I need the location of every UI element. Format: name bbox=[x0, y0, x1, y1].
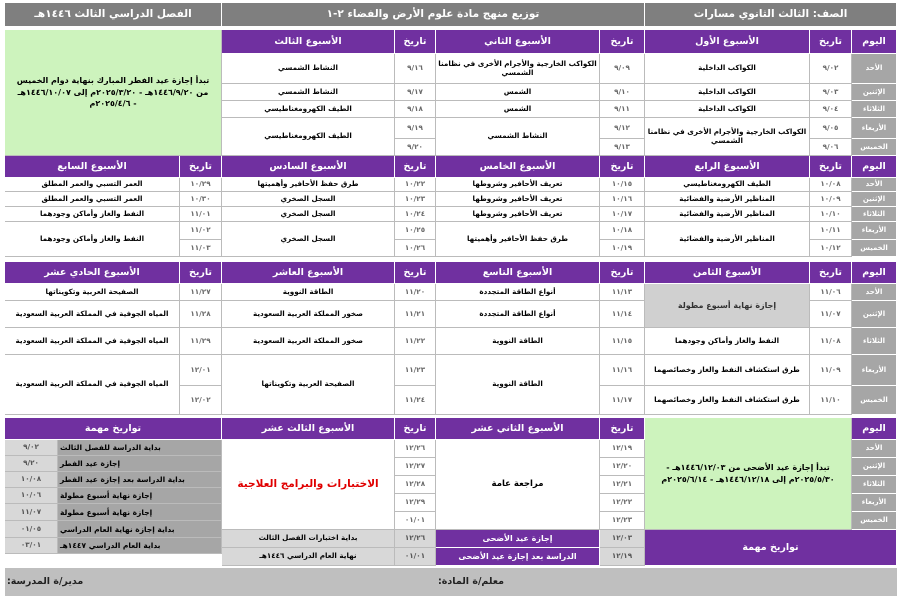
date-header: تاريخ bbox=[810, 30, 852, 54]
topic-cell: تعريف الأحافير وشروطها bbox=[436, 207, 600, 222]
grade-header: الصف: الثالث الثانوي مسارات bbox=[645, 3, 897, 27]
day-header: اليوم bbox=[852, 262, 897, 284]
date-cell: ٩/١٣ bbox=[600, 139, 645, 156]
review-topic: مراجعة عامة bbox=[436, 440, 600, 530]
important-date: ٠١/٠٥ bbox=[5, 521, 58, 538]
date-cell: ١٢/٢٧ bbox=[395, 458, 436, 476]
topic-cell: الكواكب الخارجية والأجرام الأخرى في نظامنا الشمسي bbox=[645, 118, 810, 156]
date-cell: ١٢/٢٨ bbox=[395, 476, 436, 494]
important-dates-footer: تواريخ مهمة bbox=[645, 530, 897, 566]
topic-cell: الكواكب الداخلية bbox=[645, 84, 810, 101]
date-cell: ١١/٢٩ bbox=[180, 328, 222, 355]
topic-cell: النفط والغاز وأماكن وجودهما bbox=[645, 328, 810, 355]
week-title: الأسبوع السابع bbox=[5, 156, 180, 178]
week-title: الأسبوع العاشر bbox=[222, 262, 395, 284]
important-date: ١٠/٠٨ bbox=[5, 472, 58, 488]
topic-cell: النفط والغاز وأماكن وجودهما bbox=[5, 207, 180, 222]
topic-cell: المياه الجوفية في المملكة العربية السعودية bbox=[5, 301, 180, 328]
week-title: الأسبوع الثالث عشر bbox=[222, 418, 395, 440]
day-label: الأحد bbox=[852, 284, 897, 301]
day-label: الإثنين bbox=[852, 458, 897, 476]
date-header: تاريخ bbox=[810, 156, 852, 178]
topic-cell: السجل الصخري bbox=[222, 207, 395, 222]
date-cell: ١١/١٠ bbox=[810, 386, 852, 415]
date-cell: ١٢/٢١ bbox=[600, 476, 645, 494]
date-cell: ٠١/٠١ bbox=[395, 512, 436, 530]
topic-cell: المياه الجوفية في المملكة العربية السعودية bbox=[5, 328, 180, 355]
topic-cell: المناظير الأرضية والفضائية bbox=[645, 222, 810, 257]
day-label: الثلاثاء bbox=[852, 328, 897, 355]
fitr-note: تبدأ إجازة عيد الفطر المبارك بنهاية دوام الخميس من ١٤٤٦/٩/٢٠هـ - ٢٠٢٥/٣/٢٠م إلى ١٤٤٦/١٠/٠٧هـ - ٢٠٢٥/٤/٦م bbox=[5, 30, 222, 156]
semester-header: الفصل الدراسي الثالث ١٤٤٦هـ bbox=[5, 3, 222, 27]
date-cell: ٩/١٧ bbox=[395, 84, 436, 101]
exams-start-date: ١٢/٢٦ bbox=[395, 530, 436, 548]
adha-return: الدراسة بعد إجازة عيد الأضحى bbox=[436, 548, 600, 566]
day-label: الأربعاء bbox=[852, 222, 897, 240]
date-cell: ٩/١٢ bbox=[600, 118, 645, 139]
day-label: الخميس bbox=[852, 512, 897, 530]
date-header: تاريخ bbox=[600, 418, 645, 440]
date-cell: ١٠/١٦ bbox=[600, 192, 645, 207]
date-header: تاريخ bbox=[395, 30, 436, 54]
date-cell: ٩/٢٠ bbox=[395, 139, 436, 156]
date-cell: ١٠/٣٠ bbox=[180, 192, 222, 207]
date-cell: ١١/١٥ bbox=[600, 328, 645, 355]
adha-return-date: ١٢/١٩ bbox=[600, 548, 645, 566]
topic-cell: صخور المملكة العربية السعودية bbox=[222, 328, 395, 355]
date-cell: ٩/٠٦ bbox=[810, 139, 852, 156]
date-cell: ١١/٠١ bbox=[180, 207, 222, 222]
date-cell: ١٠/١٧ bbox=[600, 207, 645, 222]
date-cell: ٩/٠٣ bbox=[810, 84, 852, 101]
important-date: ٠٣/٠١ bbox=[5, 538, 58, 554]
date-header: تاريخ bbox=[180, 262, 222, 284]
date-cell: ١١/٠٦ bbox=[810, 284, 852, 301]
week-title: الأسبوع الثاني bbox=[436, 30, 600, 54]
date-cell: ١٠/٢٦ bbox=[395, 240, 436, 257]
week-title: الأسبوع الثاني عشر bbox=[436, 418, 600, 440]
date-cell: ١٠/٢٤ bbox=[395, 207, 436, 222]
day-label: الخميس bbox=[852, 386, 897, 415]
important-label: بداية إجازة نهاية العام الدراسي bbox=[58, 521, 222, 538]
adha-leave-date: ١٢/٠٣ bbox=[600, 530, 645, 548]
teacher-signature: معلم/ة المادة: bbox=[436, 568, 897, 596]
date-cell: ١١/٢٢ bbox=[395, 328, 436, 355]
topic-cell: طرق استكشاف النفط والغاز وخصائصهما bbox=[645, 386, 810, 415]
important-date: ٩/٢٠ bbox=[5, 456, 58, 472]
date-cell: ٩/٠٩ bbox=[600, 54, 645, 84]
date-cell: ١٠/١٥ bbox=[600, 178, 645, 192]
topic-cell: السجل الصخري bbox=[222, 222, 395, 257]
date-cell: ١٢/٢٢ bbox=[600, 494, 645, 512]
day-label: الأحد bbox=[852, 440, 897, 458]
topic-cell: أنواع الطاقة المتجددة bbox=[436, 284, 600, 301]
date-cell: ١٢/٠١ bbox=[180, 355, 222, 386]
date-cell: ١٠/١٠ bbox=[810, 207, 852, 222]
topic-cell: الطاقة النووية bbox=[436, 328, 600, 355]
date-cell: ١١/١٧ bbox=[600, 386, 645, 415]
day-label: الأربعاء bbox=[852, 355, 897, 386]
principal-signature: مدير/ة المدرسة: bbox=[5, 568, 436, 596]
topic-cell: صخور المملكة العربية السعودية bbox=[222, 301, 395, 328]
day-header: اليوم bbox=[852, 418, 897, 440]
topic-cell: تعريف الأحافير وشروطها bbox=[436, 192, 600, 207]
date-cell: ٩/٠٥ bbox=[810, 118, 852, 139]
date-header: تاريخ bbox=[600, 262, 645, 284]
date-cell: ١١/٢١ bbox=[395, 301, 436, 328]
date-cell: ١٢/٢٩ bbox=[395, 494, 436, 512]
date-cell: ١١/٠٩ bbox=[810, 355, 852, 386]
date-cell: ١٠/٢٥ bbox=[395, 222, 436, 240]
topic-cell: النشاط الشمسي bbox=[222, 54, 395, 84]
year-end: نهاية العام الدراسي ١٤٤٦هـ bbox=[222, 548, 395, 566]
day-label: الأربعاء bbox=[852, 494, 897, 512]
date-cell: ١٢/٢٣ bbox=[600, 512, 645, 530]
date-header: تاريخ bbox=[395, 418, 436, 440]
date-cell: ١١/٢٧ bbox=[180, 284, 222, 301]
important-label: إجازة نهاية أسبوع مطولة bbox=[58, 488, 222, 504]
week-title: الأسبوع الثامن bbox=[645, 262, 810, 284]
date-header: تاريخ bbox=[600, 30, 645, 54]
date-header: تاريخ bbox=[395, 262, 436, 284]
topic-cell: الشمس bbox=[436, 84, 600, 101]
date-cell: ١٠/١٩ bbox=[600, 240, 645, 257]
topic-cell: الطاقة النووية bbox=[436, 355, 600, 415]
adha-leave: إجازة عيد الأضحى bbox=[436, 530, 600, 548]
date-cell: ١١/١٦ bbox=[600, 355, 645, 386]
date-cell: ١٢/١٩ bbox=[600, 440, 645, 458]
topic-cell: الطيف الكهرومغناطيسي bbox=[645, 178, 810, 192]
important-date: ١٠/٠٦ bbox=[5, 488, 58, 504]
week-title: الأسبوع التاسع bbox=[436, 262, 600, 284]
date-header: تاريخ bbox=[810, 262, 852, 284]
date-header: تاريخ bbox=[600, 156, 645, 178]
week-title: الأسبوع الأول bbox=[645, 30, 810, 54]
date-header: تاريخ bbox=[395, 156, 436, 178]
week-title: الأسبوع الخامس bbox=[436, 156, 600, 178]
topic-cell: الشمس bbox=[436, 101, 600, 118]
topic-cell: المياه الجوفية في المملكة العربية السعودية bbox=[5, 355, 180, 415]
day-label: الأحد bbox=[852, 54, 897, 84]
week-title: الأسبوع السادس bbox=[222, 156, 395, 178]
week-title: الأسبوع الحادي عشر bbox=[5, 262, 180, 284]
date-cell: ١٠/١٢ bbox=[810, 240, 852, 257]
topic-cell: السجل الصخري bbox=[222, 192, 395, 207]
date-cell: ١٠/٢٩ bbox=[180, 178, 222, 192]
date-cell: ١٠/٢٣ bbox=[395, 192, 436, 207]
important-date: ١١/٠٧ bbox=[5, 504, 58, 521]
topic-cell: النفط والغاز وأماكن وجودهما bbox=[5, 222, 180, 257]
topic-cell: الطاقة النووية bbox=[222, 284, 395, 301]
topic-cell: المناظير الأرضية والفضائية bbox=[645, 207, 810, 222]
topic-cell: النشاط الشمسي bbox=[436, 118, 600, 156]
week-title: الأسبوع الثالث bbox=[222, 30, 395, 54]
date-cell: ٩/١٩ bbox=[395, 118, 436, 139]
day-header: اليوم bbox=[852, 30, 897, 54]
topic-cell: الكواكب الداخلية bbox=[645, 54, 810, 84]
topic-cell: الطيف الكهرومغناطيسي bbox=[222, 118, 395, 156]
exams-start: بداية اختبارات الفصل الثالث bbox=[222, 530, 395, 548]
topic-cell: الصفيحة العربية وتكويناتها bbox=[222, 355, 395, 415]
topic-cell: العمر التسبي والعمر المطلق bbox=[5, 192, 180, 207]
date-cell: ٩/١٨ bbox=[395, 101, 436, 118]
date-cell: ١١/٢٨ bbox=[180, 301, 222, 328]
title-header: توزيع منهج مادة علوم الأرض والفضاء ٢-١ bbox=[222, 3, 645, 27]
date-cell: ١١/٢٠ bbox=[395, 284, 436, 301]
date-cell: ١١/٠٢ bbox=[180, 222, 222, 240]
topic-cell: الكواكب الخارجية والأجرام الأخرى في نظامنا الشمسي bbox=[436, 54, 600, 84]
topic-cell: المناظير الأرضية والفضائية bbox=[645, 192, 810, 207]
topic-cell: أنواع الطاقة المتجددة bbox=[436, 301, 600, 328]
date-cell: ١١/٠٧ bbox=[810, 301, 852, 328]
date-cell: ٩/١٦ bbox=[395, 54, 436, 84]
date-cell: ١٠/١١ bbox=[810, 222, 852, 240]
important-dates-header: تواريخ مهمة bbox=[5, 418, 222, 440]
topic-cell: الكواكب الداخلية bbox=[645, 101, 810, 118]
date-cell: ١١/٠٨ bbox=[810, 328, 852, 355]
topic-cell: الصفيحة العربية وتكويناتها bbox=[5, 284, 180, 301]
day-label: الإثنين bbox=[852, 192, 897, 207]
date-cell: ١١/٠٣ bbox=[180, 240, 222, 257]
important-date: ٩/٠٢ bbox=[5, 440, 58, 456]
date-cell: ١١/٢٣ bbox=[395, 355, 436, 386]
topic-cell: النشاط الشمسي bbox=[222, 84, 395, 101]
day-label: الخميس bbox=[852, 139, 897, 156]
date-cell: ٩/١١ bbox=[600, 101, 645, 118]
day-header: اليوم bbox=[852, 156, 897, 178]
important-label: بداية الدراسة للفصل الثالث bbox=[58, 440, 222, 456]
date-cell: ١٢/٢٠ bbox=[600, 458, 645, 476]
day-label: الأحد bbox=[852, 178, 897, 192]
date-header: تاريخ bbox=[180, 156, 222, 178]
long-weekend-topic: إجازة نهاية أسبوع مطولة bbox=[645, 284, 810, 328]
week-title: الأسبوع الرابع bbox=[645, 156, 810, 178]
date-cell: ١٠/١٨ bbox=[600, 222, 645, 240]
topic-cell: الطيف الكهرومغناطيسي bbox=[222, 101, 395, 118]
date-cell: ١١/١٣ bbox=[600, 284, 645, 301]
day-label: الإثنين bbox=[852, 84, 897, 101]
topic-cell: تعريف الأحافير وشروطها bbox=[436, 178, 600, 192]
adha-note: تبدأ إجازة عيد الأضحى من ١٤٤٦/١٢/٠٣هـ - ٢٠٢٥/٥/٣٠م إلى ١٤٤٦/١٢/١٨هـ - ٢٠٢٥/٦/١٤م bbox=[645, 418, 852, 530]
topic-cell: طرق حفظ الأحافير وأهميتها bbox=[222, 178, 395, 192]
date-cell: ١١/١٤ bbox=[600, 301, 645, 328]
topic-cell: طرق استكشاف النفط والغاز وخصائصهما bbox=[645, 355, 810, 386]
day-label: الخميس bbox=[852, 240, 897, 257]
day-label: الثلاثاء bbox=[852, 476, 897, 494]
exams-topic: الاختبارات والبرامج العلاجية bbox=[222, 440, 395, 530]
day-label: الأربعاء bbox=[852, 118, 897, 139]
date-cell: ٩/٠٢ bbox=[810, 54, 852, 84]
important-label: إجازة نهاية أسبوع مطولة bbox=[58, 504, 222, 521]
date-cell: ٩/٠٤ bbox=[810, 101, 852, 118]
date-cell: ١٢/٠٢ bbox=[180, 386, 222, 415]
important-label: بداية العام الدراسي ١٤٤٧هـ bbox=[58, 538, 222, 554]
year-end-date: ٠١/٠١ bbox=[395, 548, 436, 566]
topic-cell: طرق حفظ الأحافير وأهميتها bbox=[436, 222, 600, 257]
date-cell: ١٠/٠٨ bbox=[810, 178, 852, 192]
date-cell: ١٢/٢٦ bbox=[395, 440, 436, 458]
date-cell: ١١/٢٤ bbox=[395, 386, 436, 415]
important-label: بداية الدراسة بعد إجازة عيد الفطر bbox=[58, 472, 222, 488]
date-cell: ١٠/٠٩ bbox=[810, 192, 852, 207]
topic-cell: العمر التسبي والعمر المطلق bbox=[5, 178, 180, 192]
day-label: الثلاثاء bbox=[852, 101, 897, 118]
day-label: الإثنين bbox=[852, 301, 897, 328]
date-cell: ٩/١٠ bbox=[600, 84, 645, 101]
day-label: الثلاثاء bbox=[852, 207, 897, 222]
date-cell: ١٠/٢٢ bbox=[395, 178, 436, 192]
important-label: إجازة عيد الفطر bbox=[58, 456, 222, 472]
